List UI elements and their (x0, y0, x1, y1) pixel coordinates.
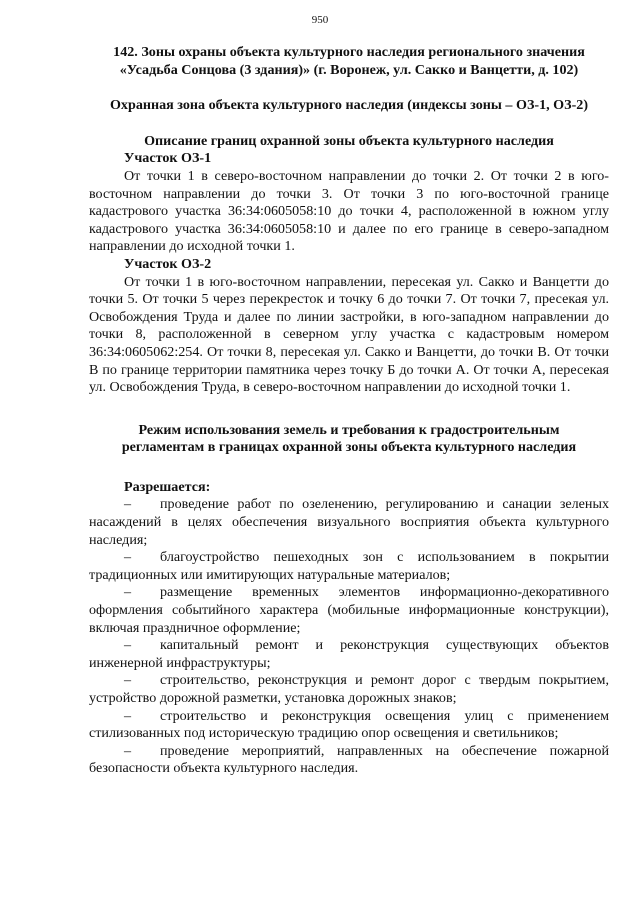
page-content (89, 44, 609, 778)
list-item (89, 637, 609, 672)
dash-marker: – (124, 584, 132, 601)
title-line-1: 142. Зоны охраны объекта культурного наследия регионального значения (113, 44, 585, 60)
list-item-text: благоустройство пешеходных зон с использованием в покрытии традиционных или имитирующих натуральные материалов; (89, 549, 609, 583)
allowed-label: Разрешается: (124, 478, 211, 495)
section-2-label: Участок ОЗ-2 (124, 255, 212, 272)
zone-heading: Охранная зона объекта культурного наследия (индексы зоны – ОЗ-1, ОЗ-2) (109, 97, 589, 114)
section-1-label: Участок ОЗ-1 (124, 150, 212, 167)
list-item-text: размещение временных элементов информационно-декоративного оформления событийного характера (мобильные информационные конструкции), включая праздничное оформление; (89, 584, 609, 636)
page-number: 950 (311, 14, 329, 26)
section-2-text: От точки 1 в юго-восточном направлении, пересекая ул. Сакко и Ванцетти до точки 5. От точки 5 через перекресток и точку 6 до точки 7. От точки 7, пресекая ул. Освобождения Труда и далее по линии застройки, в юго-западном направлении до точки 8, расположенной в северном углу участка с кадастровым номером 36:34:0605062:254. От точки 8, пересекая ул. Сакко и Ванцетти, до точки В. От точки В по границе территории памятника через точку Б до точки А. От точки А, пересекая ул. Освобождения Труда, в северо-восточном направлении до исходной точки 1. (89, 273, 609, 396)
regime-heading-line-2: регламентам в границах охранной зоны объекта культурного наследия (121, 439, 577, 456)
list-item (89, 549, 609, 584)
dash-marker: – (124, 549, 132, 566)
regime-heading-line-1: Режим использования земель и требования к градостроительным (138, 421, 560, 438)
list-item-text: проведение мероприятий, направленных на обеспечение пожарной безопасности объекта культурного наследия. (89, 742, 609, 777)
list-item (89, 672, 609, 707)
list-item-text: проведение работ по озеленению, регулированию и санации зеленых насаждений в целях обеспечения визуального восприятия объекта культурного наследия; (89, 496, 609, 548)
list-item (89, 584, 609, 637)
list-item (89, 743, 609, 778)
dash-marker: – (124, 707, 132, 724)
title-line-2: «Усадьба Сонцова (3 здания)» (г. Воронеж, ул. Сакко и Ванцетти, д. 102) (119, 61, 579, 78)
allowed-list (89, 496, 609, 778)
boundary-heading: Описание границ охранной зоны объекта культурного наследия (144, 132, 554, 149)
list-item (89, 496, 609, 549)
list-item-text: капитальный ремонт и реконструкция существующих объектов инженерной инфраструктуры; (89, 637, 609, 671)
dash-marker: – (124, 672, 132, 689)
list-item (89, 708, 609, 743)
dash-marker: – (124, 496, 132, 513)
dash-marker: – (124, 637, 132, 654)
list-item-text: строительство и реконструкция освещения улиц с применением стилизованных под историческую традицию опор освещения и светильников; (89, 707, 609, 742)
section-1-text: От точки 1 в северо-восточном направлении до точки 2. От точки 2 в юго-восточном направлении до точки 3. От точки 3 по юго-восточной границе кадастрового участка 36:34:0605058:10 до точки 4, расположенной в южном углу кадастрового участка 36:34:0605058:10 и далее по его границе в северо-западном направлении до исходной точки 1. (89, 167, 609, 255)
regime-heading (89, 422, 609, 457)
document-title (89, 44, 609, 79)
list-item-text: строительство, реконструкция и ремонт дорог с твердым покрытием, устройство дорожной разметки, установка дорожных знаков; (89, 672, 609, 706)
dash-marker: – (124, 742, 132, 759)
